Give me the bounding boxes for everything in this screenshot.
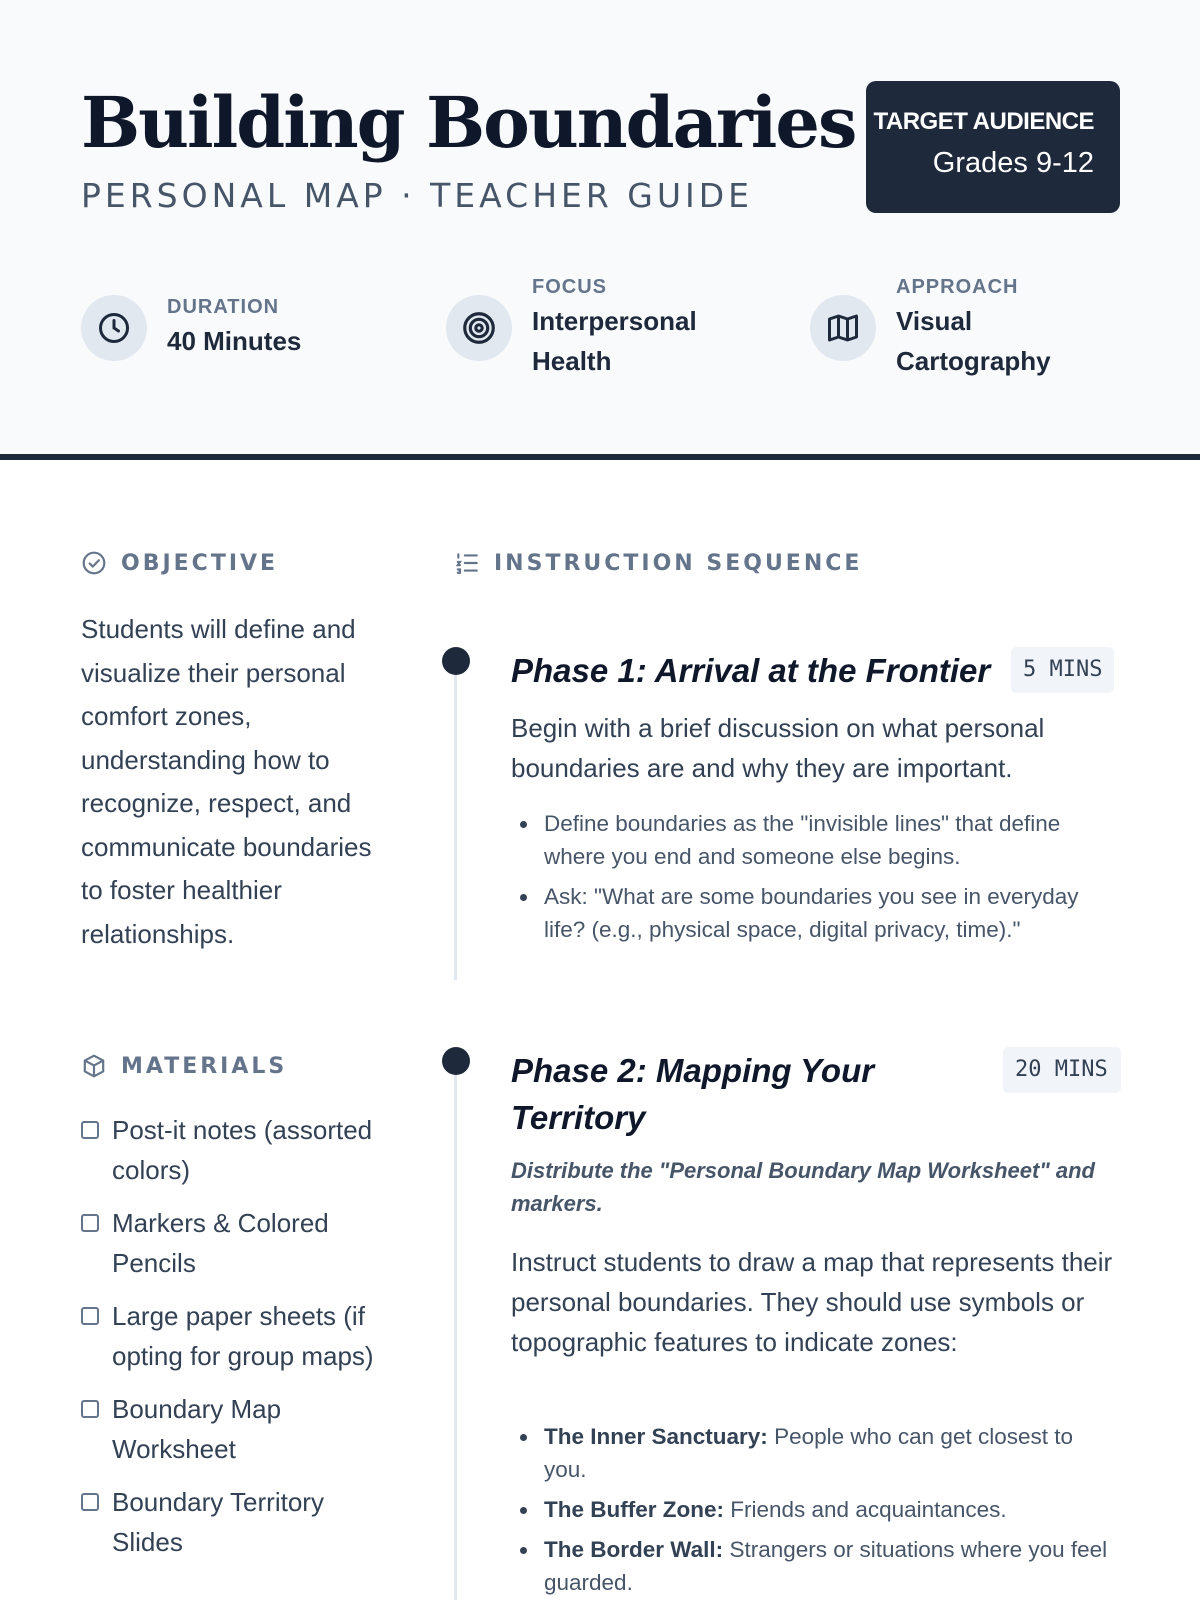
- timeline-line: [454, 1060, 457, 1600]
- phase-1-title: Phase 1: Arrival at the Frontier: [511, 652, 991, 689]
- phase-2-bullets: [511, 1420, 1121, 1600]
- timeline-dot: [442, 1047, 470, 1075]
- checkbox-icon[interactable]: [81, 1493, 99, 1511]
- materials-item[interactable]: Boundary Map Worksheet: [81, 1389, 381, 1469]
- phase-1-bullets: [511, 807, 1121, 953]
- target-audience-label: TARGET AUDIENCE: [873, 108, 1094, 135]
- clock-icon: [81, 295, 147, 361]
- header: [0, 0, 1200, 460]
- list-item: Ask: "What are some boundaries you see in everyday life? (e.g., physical space, digital privacy, time).": [511, 880, 1121, 946]
- materials-item[interactable]: Boundary Territory Slides: [81, 1482, 381, 1562]
- sequence-heading-text: INSTRUCTION SEQUENCE: [494, 550, 863, 576]
- list-ordered-icon: [454, 550, 480, 576]
- list-item: Define boundaries as the "invisible lines" that define where you end and someone else begins.: [511, 807, 1121, 873]
- phase-1-body: Begin with a brief discussion on what personal boundaries are and why they are important.: [511, 713, 1045, 783]
- checkbox-icon[interactable]: [81, 1307, 99, 1325]
- checkbox-icon[interactable]: [81, 1214, 99, 1232]
- stat-approach-value-line2: Cartography: [896, 346, 1051, 376]
- stat-focus-value-line1: Interpersonal: [532, 306, 697, 336]
- page-title: Building Boundaries: [81, 81, 856, 164]
- stat-focus-value-line2: Health: [532, 346, 612, 376]
- list-item: The Buffer Zone: Friends and acquaintances.: [511, 1493, 1121, 1526]
- materials-list: [81, 1110, 381, 1575]
- timeline-line: [454, 660, 457, 980]
- target-audience-value: Grades 9-12: [932, 147, 1094, 179]
- timeline-dot: [442, 647, 470, 675]
- materials-item[interactable]: Large paper sheets (if opting for group maps): [81, 1296, 381, 1376]
- list-item: The Border Wall: Strangers or situations where you feel guarded.: [511, 1533, 1121, 1599]
- sequence-heading: [454, 550, 862, 576]
- box-icon: [81, 1053, 107, 1079]
- objective-heading-text: OBJECTIVE: [121, 550, 279, 576]
- phase-2-title: Phase 2: Mapping Your Territory: [511, 1052, 875, 1136]
- objective-heading: [81, 550, 278, 576]
- stat-focus-label: FOCUS: [532, 276, 607, 298]
- checkbox-icon[interactable]: [81, 1121, 99, 1139]
- page-subtitle: PERSONAL MAP · TEACHER GUIDE: [81, 176, 754, 215]
- list-item: The Inner Sanctuary: People who can get closest to you.: [511, 1420, 1121, 1486]
- target-icon: [446, 295, 512, 361]
- target-audience-card: [866, 81, 1120, 213]
- phase-2-duration: 20 MINS: [1003, 1047, 1121, 1093]
- phase-2-note: Distribute the "Personal Boundary Map Worksheet" and markers.: [511, 1158, 1095, 1216]
- materials-heading: [81, 1053, 287, 1079]
- stat-approach-label: APPROACH: [896, 276, 1019, 298]
- phase-1-duration: 5 MINS: [1011, 647, 1114, 693]
- checkbox-icon[interactable]: [81, 1400, 99, 1418]
- stat-duration-label: DURATION: [167, 296, 280, 318]
- phase-2-body: Instruct students to draw a map that represents their personal boundaries. They should use symbols or topographic features to indicate zones:: [511, 1247, 1113, 1357]
- materials-item[interactable]: Markers & Colored Pencils: [81, 1203, 381, 1283]
- materials-item[interactable]: Post-it notes (assorted colors): [81, 1110, 381, 1190]
- objective-text: Students will define and visualize their personal comfort zones, understanding how to recognize, respect, and communicate boundaries to foster healthier relationships.: [81, 614, 372, 949]
- stat-approach-value-line1: Visual: [896, 306, 973, 336]
- check-circle-icon: [81, 550, 107, 576]
- map-icon: [810, 295, 876, 361]
- materials-heading-text: MATERIALS: [121, 1053, 288, 1079]
- stat-duration-value: 40 Minutes: [167, 326, 302, 356]
